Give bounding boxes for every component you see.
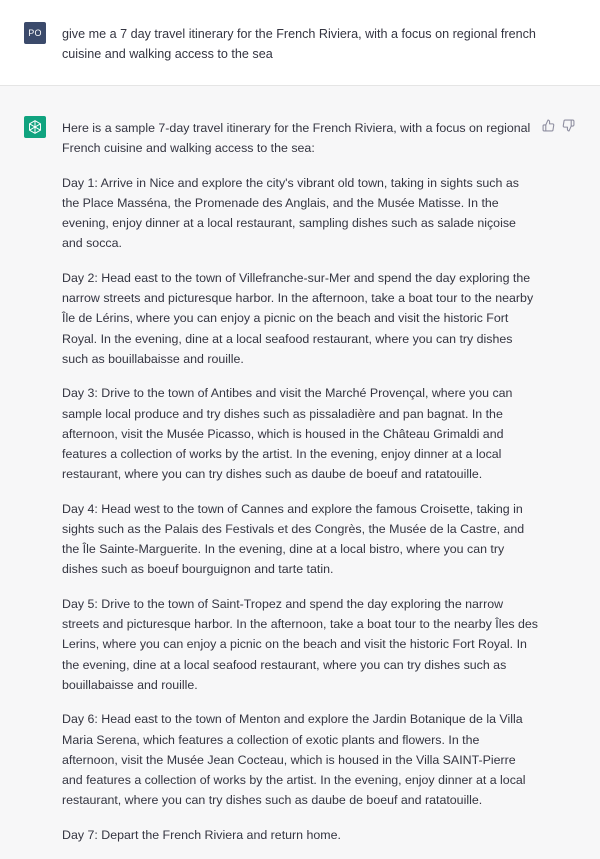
assistant-paragraph: Day 5: Drive to the town of Saint-Tropez and spend the day exploring the narrow streets and picturesque harbor. In the afternoon, take a boat tour to the nearby Îles des Lerins, where you can enjoy a picnic on the beach and visit the historic Fort Royal. In the evening, dine at a local seafood restaurant, where you can try dishes such as bouillabaisse and rouille. xyxy=(62,597,538,692)
assistant-paragraph: Day 7: Depart the French Riviera and return home. xyxy=(62,827,341,842)
assistant-paragraph: Day 4: Head west to the town of Cannes and explore the famous Croisette, taking in sights such as the Palais des Festivals et des Congrès, the Musée de la Castre, and the Île Sainte-Marguerite. In the evening, dine at a local bistro, where you can try dishes such as boeuf bourguignon and tarte tatin. xyxy=(62,501,525,577)
user-avatar: PO xyxy=(24,22,46,44)
openai-logo-icon xyxy=(24,116,46,138)
assistant-paragraph: Day 3: Drive to the town of Antibes and visit the Marché Provençal, where you can sample local produce and try dishes such as pissaladière and pan bagnat. In the afternoon, visit the Musée Picasso, which is housed in the Château Grimaldi and features a collection of works by the artist. In the evening, enjoy dinner at a local restaurant, where you can try dishes such as daube de boeuf and ratatouille. xyxy=(62,386,513,482)
user-message-text: give me a 7 day travel itinerary for the French Riviera, with a focus on regional french cuisine and walking access to the sea xyxy=(62,27,536,61)
feedback-buttons xyxy=(541,118,575,132)
assistant-paragraph: Day 6: Head east to the town of Menton and explore the Jardin Botanique de la Villa Maria Serena, which features a collection of exotic plants and flowers. In the afternoon, visit the Musée Jean Cocteau, which is housed in the Villa SAINT-Pierre and features a collection of works by the artist. In the evening, enjoy dinner at a local restaurant, where you can try dishes such as daube de boeuf and ratatouille. xyxy=(62,712,526,808)
thumbs-up-icon[interactable] xyxy=(541,118,555,132)
assistant-paragraph: Day 1: Arrive in Nice and explore the city's vibrant old town, taking in sights such as the Place Masséna, the Promenade des Anglais, and the Musée Matisse. In the evening, enjoy dinner at a local restaurant, sampling dishes such as salade niçoise and socca. xyxy=(62,175,519,251)
assistant-message-text xyxy=(62,118,538,859)
assistant-message-row xyxy=(0,86,600,842)
assistant-paragraph: Here is a sample 7-day travel itinerary for the French Riviera, with a focus on regional French cuisine and walking access to the sea: xyxy=(62,121,531,156)
user-message-row xyxy=(0,0,600,86)
thumbs-down-icon[interactable] xyxy=(561,118,575,132)
assistant-paragraph: Day 2: Head east to the town of Villefranche-sur-Mer and spend the day exploring the narrow streets and picturesque harbor. In the afternoon, take a boat tour to the nearby Île de Lérins, where you can enjoy a picnic on the beach and visit the historic Fort Royal. In the evening, dine at a local seafood restaurant, where you can try dishes such as bouillabaisse and rouille. xyxy=(62,271,534,366)
